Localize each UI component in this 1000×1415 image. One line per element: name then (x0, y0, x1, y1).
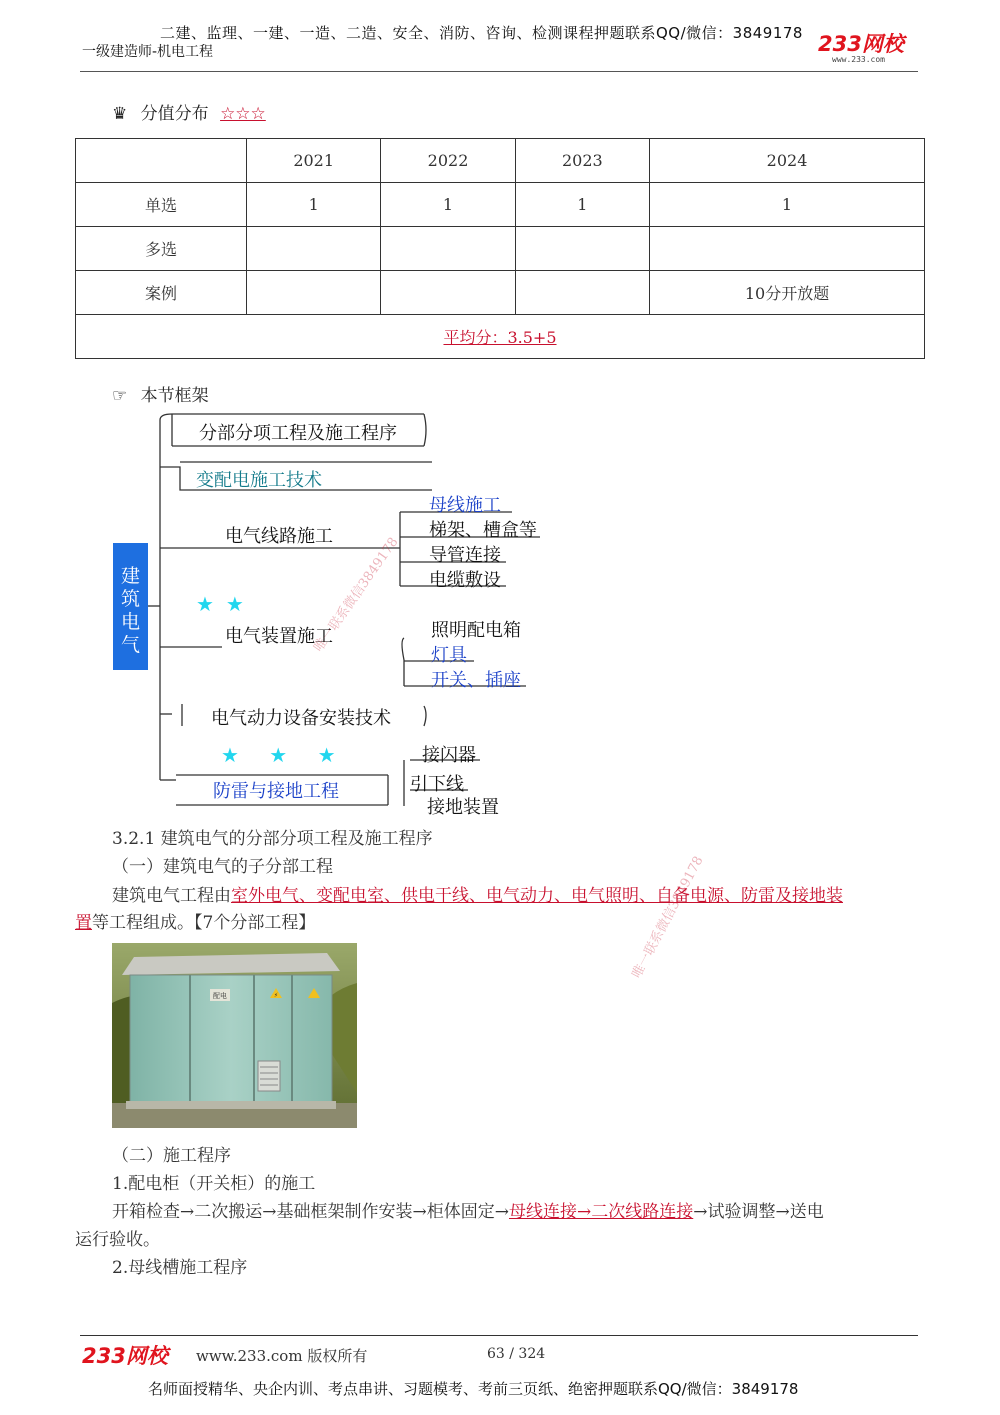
average-score: 平均分：3.5+5 (443, 328, 557, 347)
item1-text-b: →试验调整→送电 (693, 1202, 824, 1222)
subheading-1: （一）建筑电气的子分部工程 (112, 857, 333, 877)
pointing-hand-icon: ☞ (112, 386, 128, 406)
para1-highlight-end: 置 (75, 913, 92, 933)
item1-highlight: 母线连接→二次线路连接 (508, 1202, 694, 1222)
branch-label: 变配电施工技术 (196, 470, 322, 491)
watermark: 唯一联系微信3849178 (311, 534, 402, 655)
item-1-text-line-2: 运行验收。 (75, 1230, 160, 1250)
score-stars: ☆☆☆ (220, 104, 266, 124)
leaf-label: 梯架、槽盒等 (429, 520, 537, 541)
branch-label: 电气动力设备安装技术 (211, 708, 391, 729)
para1-prefix: 建筑电气工程由 (112, 886, 231, 906)
item-2-title: 2.母线槽施工程序 (112, 1258, 248, 1278)
table-cell: 1 (515, 183, 649, 227)
photo-hazard-text: ⚡ (273, 992, 279, 999)
table-header-cell: 2024 (650, 139, 925, 183)
leaf-label: 电缆敷设 (429, 570, 501, 591)
table-cell: 1 (247, 183, 381, 227)
logo-text: 233网校 (818, 32, 904, 56)
importance-stars: ★★ (196, 592, 256, 616)
branch-label: 分部分项工程及施工程序 (199, 423, 397, 444)
branch-label: 防雷与接地工程 (213, 781, 339, 802)
leaf-label: 灯具 (431, 645, 467, 666)
item-1-title: 1.配电柜（开关柜）的施工 (112, 1174, 316, 1194)
paragraph-1-line-2 (75, 908, 315, 933)
footer-copyright: www.233.com 版权所有 (196, 1347, 368, 1365)
table-header-cell: 2023 (515, 139, 649, 183)
leaf-label: 接闪器 (422, 745, 476, 766)
substation-photo (112, 943, 357, 1128)
leaf-label: 接地装置 (427, 797, 499, 818)
framework-title: 本节框架 (140, 386, 209, 406)
item-1-text-line-1 (112, 1197, 922, 1222)
mindmap-root-label: 建筑电气 (121, 565, 141, 656)
logo-url: www.233.com (832, 55, 885, 64)
para1-highlight: 室外电气、变配电室、供电干线、电气动力、电气照明、自备电源、防雷及接地装 (231, 886, 843, 906)
header-top-line: 二建、监理、一建、一造、二造、安全、消防、咨询、检测课程押题联系QQ/微信：3849178 (160, 24, 803, 42)
leaf-label: 母线施工 (429, 495, 501, 516)
header-subtitle: 一级建造师-机电工程 (82, 44, 214, 60)
footer-logo: 233网校 (82, 1344, 168, 1368)
photo-sign-text: 配电 (213, 992, 227, 1000)
subheading-2: （二）施工程序 (112, 1146, 231, 1166)
importance-stars: ★ ★ ★ (221, 743, 348, 767)
para1-suffix: 等工程组成。【7个分部工程】 (92, 913, 316, 933)
footer-divider (80, 1335, 918, 1336)
table-cell: 10分开放题 (650, 271, 925, 315)
watermark: 唯一联系微信3849178 (629, 853, 707, 981)
leaf-label: 照明配电箱 (431, 620, 521, 641)
row-label: 多选 (76, 227, 247, 271)
score-title: 分值分布 (140, 104, 209, 124)
item1-text-a: 开箱检查→二次搬运→基础框架制作安装→柜体固定→ (112, 1202, 509, 1222)
leaf-label: 导管连接 (429, 545, 501, 566)
paragraph-1-line-1 (112, 881, 922, 906)
branch-label: 电气装置施工 (225, 626, 333, 647)
table-header-cell: 2022 (381, 139, 515, 183)
row-label: 案例 (76, 271, 247, 315)
branch-label: 电气线路施工 (225, 526, 333, 547)
leaf-label: 引下线 (410, 774, 464, 795)
table-cell: 1 (650, 183, 925, 227)
crown-icon: ♛ (112, 104, 128, 124)
page-number: 63 / 324 (487, 1346, 546, 1362)
leaf-label: 开关、插座 (431, 670, 521, 691)
table-cell: 1 (381, 183, 515, 227)
table-header-cell: 2021 (247, 139, 381, 183)
row-label: 单选 (76, 183, 247, 227)
footer-bottom-note: 名师面授精华、央企内训、考点串讲、习题模考、考前三页纸、绝密押题联系QQ/微信：3849178 (148, 1380, 799, 1398)
heading-321: 3.2.1 建筑电气的分部分项工程及施工程序 (112, 829, 433, 849)
